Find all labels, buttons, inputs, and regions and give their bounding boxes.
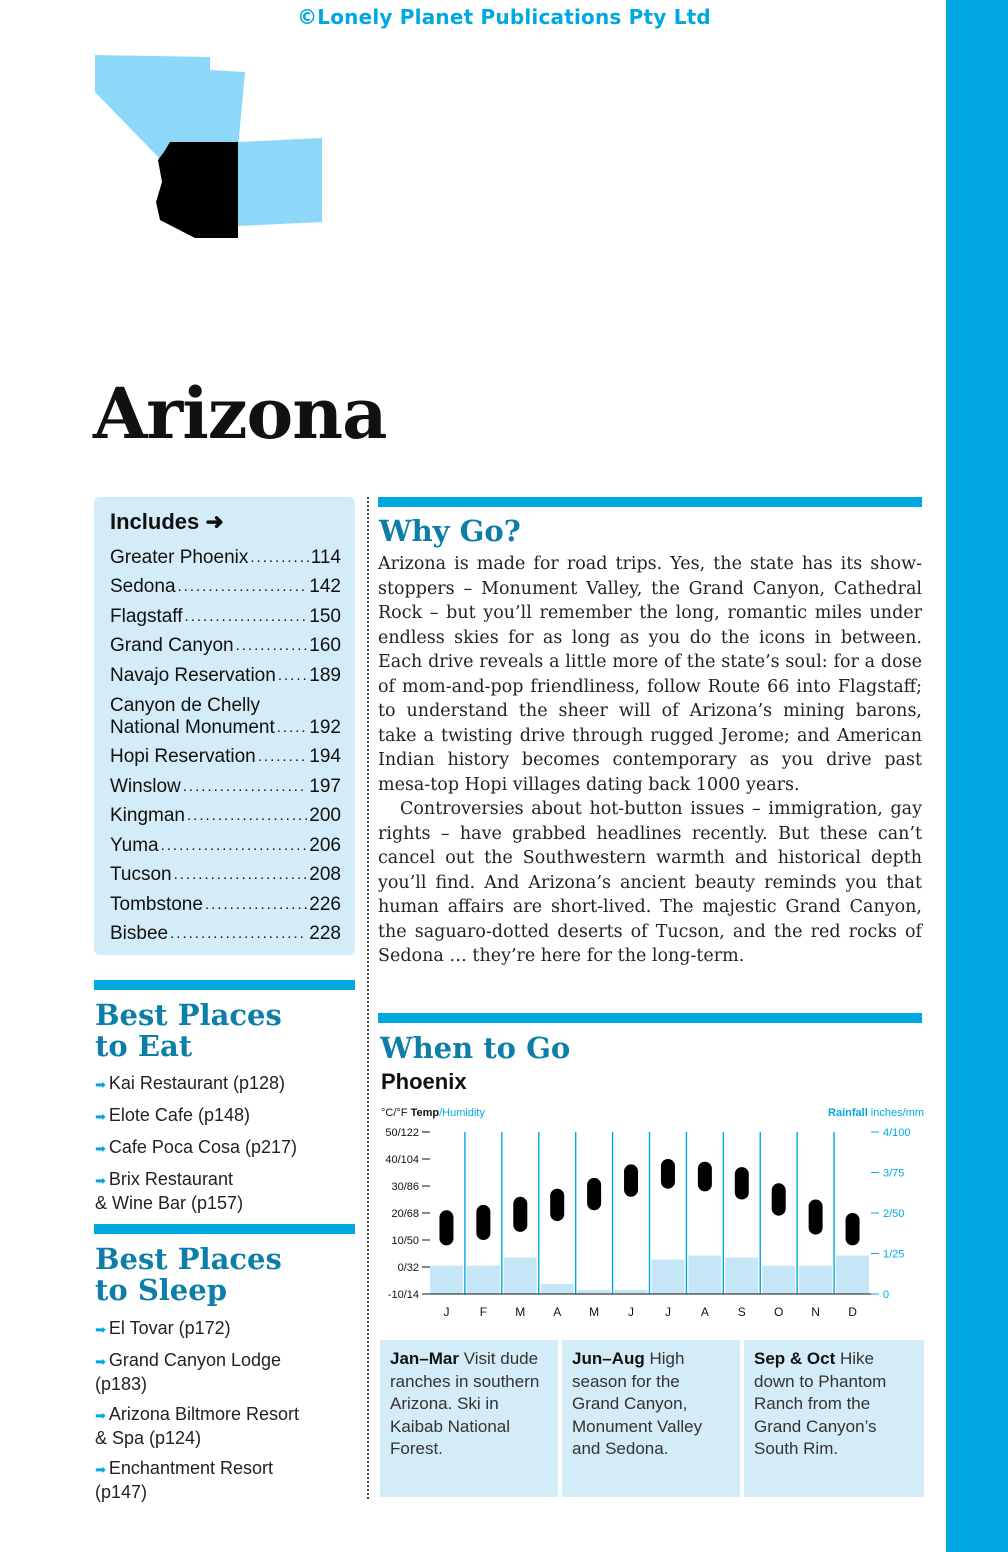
place-name: Cafe Poca Cosa (p217) xyxy=(108,1137,298,1157)
temp-axis-title xyxy=(381,1107,485,1119)
season-label: Sep & Oct xyxy=(754,1349,836,1368)
place-name: Enchantment Resort (p147) xyxy=(95,1458,273,1502)
place-list-item xyxy=(95,1104,355,1128)
leader-dots xyxy=(250,547,308,569)
section-rule xyxy=(378,1013,922,1023)
month-label: J xyxy=(443,1305,450,1319)
includes-item-name: Grand Canyon xyxy=(110,635,234,656)
rainfall-bar xyxy=(652,1260,685,1294)
place-list-item xyxy=(95,1457,355,1503)
leader-dots xyxy=(187,805,307,827)
temperature-range-bar xyxy=(587,1178,601,1210)
rain-tick-label: 2/50 xyxy=(883,1208,905,1220)
locator-state-new-mexico xyxy=(238,138,322,226)
includes-item-page: 197 xyxy=(309,775,341,797)
includes-list xyxy=(110,539,341,945)
rainfall-bar xyxy=(615,1290,648,1294)
rainfall-bar xyxy=(467,1266,500,1294)
includes-item-name: Greater Phoenix xyxy=(110,546,249,568)
place-list-item xyxy=(95,1072,355,1096)
includes-item xyxy=(110,569,341,599)
temp-tick-label: 50/122 xyxy=(385,1127,419,1139)
includes-heading: Includes ➜ xyxy=(110,509,224,534)
temperature-range-bar xyxy=(661,1159,675,1189)
copyright-notice: ©Lonely Planet Publications Pty Ltd xyxy=(297,5,711,29)
page-title: Arizona xyxy=(93,372,387,455)
best-sleep-heading: Best Places to Sleep xyxy=(95,1242,282,1307)
temp-tick-label: 10/50 xyxy=(391,1235,419,1247)
section-rule xyxy=(94,980,355,990)
temp-label: Temp xyxy=(410,1107,440,1119)
season-box xyxy=(562,1340,740,1497)
rainfall-bar xyxy=(799,1266,832,1294)
arrow-right-icon: ➡ xyxy=(95,1109,106,1124)
temp-units: °C/°F xyxy=(381,1107,411,1119)
month-label: M xyxy=(515,1305,526,1319)
temp-tick-label: 0/32 xyxy=(397,1262,419,1274)
place-name: Arizona Biltmore Resort & Spa (p124) xyxy=(95,1404,299,1448)
temperature-range-bar xyxy=(809,1200,823,1235)
month-label: M xyxy=(589,1305,600,1319)
month-label: J xyxy=(628,1305,635,1319)
place-list-item xyxy=(95,1317,355,1341)
includes-item xyxy=(110,598,341,628)
season-box xyxy=(380,1340,558,1497)
best-eat-list xyxy=(95,1072,355,1222)
rain-tick-label: 0 xyxy=(883,1289,890,1301)
includes-item-name: Flagstaff xyxy=(110,605,183,627)
why-go-paragraph: Controversies about hot-button issues – immigration, gay rights – have grabbed headlines recently. But these can’t cancel out the Southwestern warmth and historical depth you’ll find. And Arizona’s ancient beauty reminds you that human affairs are short-lived. The majestic Grand Canyon, the saguaro-dotted deserts of Tucson, and the red rocks of Sedona … they’re here for the long-term. xyxy=(378,799,922,966)
includes-item-page: 192 xyxy=(309,716,341,738)
season-label: Jun–Aug xyxy=(572,1349,645,1368)
includes-item-name: Winslow xyxy=(110,775,181,797)
includes-item xyxy=(110,739,341,769)
humidity-label: /Humidity xyxy=(439,1107,485,1119)
temperature-range-bar xyxy=(439,1210,453,1245)
includes-item-page: 150 xyxy=(309,605,341,627)
leader-dots xyxy=(277,717,308,739)
month-label: S xyxy=(737,1305,746,1319)
rainfall-bar xyxy=(688,1256,721,1294)
chart-city-name: Phoenix xyxy=(381,1069,467,1094)
includes-item-page: 142 xyxy=(309,576,341,597)
includes-item-name: Canyon de Chelly National Monument xyxy=(110,694,275,738)
includes-item-name: Sedona xyxy=(110,576,176,597)
when-to-go-heading: When to Go xyxy=(380,1031,571,1065)
temperature-range-bar xyxy=(698,1162,712,1192)
includes-item xyxy=(110,768,341,798)
why-go-heading: Why Go? xyxy=(379,514,521,548)
includes-item-page: 189 xyxy=(309,664,341,686)
column-divider xyxy=(367,497,369,1499)
includes-item-page: 194 xyxy=(309,746,341,767)
includes-item xyxy=(110,687,341,739)
includes-item xyxy=(110,798,341,828)
temperature-range-bar xyxy=(772,1183,786,1215)
place-name: Elote Cafe (p148) xyxy=(108,1105,250,1125)
includes-item-page: 226 xyxy=(309,893,341,915)
chapter-side-tab xyxy=(946,0,1008,1552)
place-list-item xyxy=(95,1349,355,1395)
rainfall-bar xyxy=(836,1256,869,1294)
climate-chart xyxy=(378,1102,926,1324)
rainfall-bar xyxy=(725,1258,758,1294)
leader-dots xyxy=(170,923,307,945)
rainfall-bar xyxy=(762,1266,795,1294)
temp-tick-label: 40/104 xyxy=(385,1154,419,1166)
why-go-body xyxy=(378,552,922,969)
includes-item-page: 208 xyxy=(309,864,341,885)
place-list-item xyxy=(95,1168,355,1214)
leader-dots xyxy=(174,864,308,886)
includes-box xyxy=(94,497,355,955)
place-name: El Tovar (p172) xyxy=(108,1318,231,1338)
why-go-paragraph: Arizona is made for road trips. Yes, the state has its show-stoppers – Monument Valley, the Grand Canyon, Cathedral Rock – but you’ll remember the long, romantic miles under endless skies for as long as you do the icons in between. Each drive reveals a little more of the state’s soul: for a dose of mom-and-pop friendliness, follow Route 66 into Flagstaff; to understand the sheer will of Arizona’s mining barons, take a twisting drive through rugged Jerome; and American Indian history becomes contemporary as you drive past mesa-top Hopi villages dating back 1000 years. xyxy=(378,554,922,795)
arrow-right-icon: ➡ xyxy=(95,1173,106,1188)
leader-dots xyxy=(236,635,308,657)
arrow-right-icon: ➡ xyxy=(95,1141,106,1156)
arrow-right-icon: ➡ xyxy=(95,1077,106,1092)
leader-dots xyxy=(258,746,308,768)
leader-dots xyxy=(278,665,307,687)
season-text: Hike down to Phantom Ranch from the Grand Canyon’s South Rim. xyxy=(754,1349,887,1458)
includes-item-page: 160 xyxy=(309,635,341,656)
locator-map xyxy=(90,52,330,242)
arrow-right-icon: ➜ xyxy=(205,509,224,534)
arrow-right-icon: ➡ xyxy=(95,1408,106,1423)
temperature-range-bar xyxy=(624,1164,638,1196)
includes-item-name: Yuma xyxy=(110,834,159,856)
rain-tick-label: 4/100 xyxy=(883,1127,911,1139)
includes-item xyxy=(110,857,341,887)
temperature-range-bar xyxy=(550,1189,564,1221)
includes-item-name: Bisbee xyxy=(110,923,169,944)
arrow-right-icon: ➡ xyxy=(95,1462,106,1477)
arrow-right-icon: ➡ xyxy=(95,1322,106,1337)
rain-label: Rainfall xyxy=(828,1107,868,1119)
includes-item xyxy=(110,628,341,658)
rainfall-bar xyxy=(578,1290,611,1294)
season-text: Visit dude ranches in southern Arizona. Ski in Kaibab National Forest. xyxy=(390,1349,540,1458)
section-rule xyxy=(378,497,922,507)
includes-item xyxy=(110,657,341,687)
season-box xyxy=(744,1340,924,1497)
temperature-range-bar xyxy=(846,1213,860,1245)
includes-item-name: Tucson xyxy=(110,864,172,885)
locator-state-arizona xyxy=(156,142,238,238)
temperature-range-bar xyxy=(513,1197,527,1232)
temperature-range-bar xyxy=(476,1205,490,1240)
section-rule xyxy=(94,1224,355,1234)
leader-dots xyxy=(161,835,308,857)
place-name: Brix Restaurant & Wine Bar (p157) xyxy=(95,1169,244,1213)
includes-item-page: 206 xyxy=(309,834,341,856)
rainfall-bar xyxy=(430,1266,463,1294)
season-label: Jan–Mar xyxy=(390,1349,459,1368)
leader-dots xyxy=(205,894,307,916)
temp-tick-label: 20/68 xyxy=(391,1208,419,1220)
place-list-item xyxy=(95,1136,355,1160)
includes-item xyxy=(110,886,341,916)
temperature-range-bar xyxy=(735,1167,749,1199)
month-label: J xyxy=(664,1305,671,1319)
includes-item-name: Tombstone xyxy=(110,893,203,915)
includes-item-name: Kingman xyxy=(110,805,185,826)
place-list-item xyxy=(95,1403,355,1449)
best-eat-heading: Best Places to Eat xyxy=(95,998,282,1063)
place-name: Kai Restaurant (p128) xyxy=(108,1073,286,1093)
rain-units: inches/mm xyxy=(867,1107,924,1119)
month-label: F xyxy=(479,1305,488,1319)
rain-tick-label: 3/75 xyxy=(883,1167,905,1180)
season-text: High season for the Grand Canyon, Monument Valley and Sedona. xyxy=(572,1349,703,1458)
leader-dots xyxy=(178,576,308,598)
includes-item-page: 114 xyxy=(310,546,341,568)
rainfall-bar xyxy=(541,1284,574,1294)
includes-item-name: Navajo Reservation xyxy=(110,664,276,686)
leader-dots xyxy=(185,606,308,628)
arrow-right-icon: ➡ xyxy=(95,1354,106,1369)
leader-dots xyxy=(183,776,308,798)
temp-tick-label: -10/14 xyxy=(387,1289,419,1301)
includes-item-page: 228 xyxy=(309,923,341,944)
includes-item xyxy=(110,827,341,857)
includes-item xyxy=(110,916,341,946)
rainfall-bar xyxy=(504,1258,537,1294)
rain-axis-title xyxy=(828,1107,924,1119)
month-label: N xyxy=(811,1305,820,1319)
place-name: Grand Canyon Lodge (p183) xyxy=(95,1350,282,1394)
includes-item-page: 200 xyxy=(309,805,341,826)
temp-tick-label: 30/86 xyxy=(391,1181,419,1193)
best-sleep-list xyxy=(95,1317,355,1511)
rain-tick-label: 1/25 xyxy=(883,1248,905,1261)
month-label: A xyxy=(553,1305,562,1319)
month-label: D xyxy=(848,1305,857,1319)
month-label: A xyxy=(700,1305,709,1319)
month-label: O xyxy=(774,1305,784,1319)
includes-item-name: Hopi Reservation xyxy=(110,746,256,767)
includes-item xyxy=(110,539,341,569)
